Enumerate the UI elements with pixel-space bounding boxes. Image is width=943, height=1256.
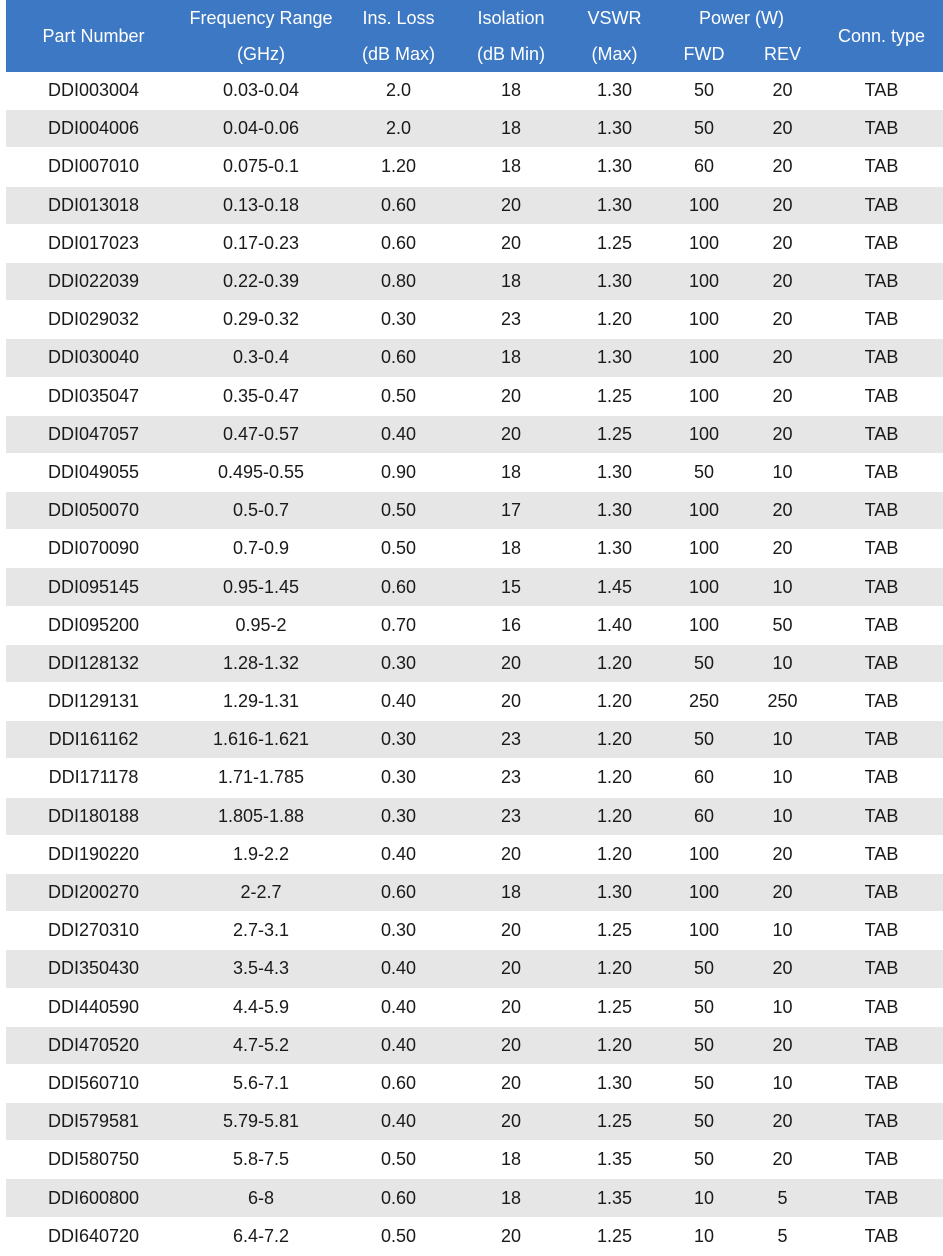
vswr-cell: 1.20 — [566, 683, 663, 721]
ins-loss-cell: 0.80 — [341, 262, 456, 300]
ins-loss-cell: 0.30 — [341, 644, 456, 682]
isolation-cell: 20 — [456, 644, 566, 682]
part-number-cell: DDI017023 — [6, 224, 181, 262]
header-frequency-unit: (GHz) — [181, 36, 341, 72]
frequency-range-cell: 0.13-0.18 — [181, 186, 341, 224]
vswr-cell: 1.25 — [566, 415, 663, 453]
ins-loss-cell: 0.30 — [341, 721, 456, 759]
table-header — [6, 0, 943, 72]
power-fwd-cell: 100 — [663, 912, 745, 950]
power-rev-cell: 250 — [745, 683, 820, 721]
conn-type-cell: TAB — [820, 1141, 943, 1179]
isolation-cell: 20 — [456, 377, 566, 415]
power-fwd-cell: 50 — [663, 453, 745, 491]
conn-type-cell: TAB — [820, 148, 943, 186]
part-number-cell: DDI580750 — [6, 1141, 181, 1179]
table-row — [6, 644, 943, 682]
part-number-cell: DDI440590 — [6, 988, 181, 1026]
ins-loss-cell: 0.60 — [341, 224, 456, 262]
power-rev-cell: 20 — [745, 186, 820, 224]
power-rev-cell: 20 — [745, 950, 820, 988]
isolation-cell: 18 — [456, 339, 566, 377]
power-fwd-cell: 100 — [663, 873, 745, 911]
frequency-range-cell: 0.95-1.45 — [181, 568, 341, 606]
isolation-cell: 20 — [456, 415, 566, 453]
table-row — [6, 912, 943, 950]
header-power-fwd: FWD — [663, 36, 745, 72]
power-rev-cell: 20 — [745, 1141, 820, 1179]
power-fwd-cell: 50 — [663, 721, 745, 759]
power-fwd-cell: 100 — [663, 224, 745, 262]
frequency-range-cell: 0.95-2 — [181, 606, 341, 644]
frequency-range-cell: 0.03-0.04 — [181, 72, 341, 110]
isolation-cell: 17 — [456, 492, 566, 530]
ins-loss-cell: 0.40 — [341, 835, 456, 873]
vswr-cell: 1.25 — [566, 377, 663, 415]
power-rev-cell: 20 — [745, 224, 820, 262]
table-row — [6, 262, 943, 300]
power-fwd-cell: 10 — [663, 1217, 745, 1255]
header-power-rev: REV — [745, 36, 820, 72]
power-fwd-cell: 50 — [663, 988, 745, 1026]
power-rev-cell: 10 — [745, 1064, 820, 1102]
ins-loss-cell: 0.30 — [341, 797, 456, 835]
conn-type-cell: TAB — [820, 988, 943, 1026]
vswr-cell: 1.30 — [566, 148, 663, 186]
table-row — [6, 72, 943, 110]
conn-type-cell: TAB — [820, 72, 943, 110]
ins-loss-cell: 0.60 — [341, 568, 456, 606]
isolation-cell: 18 — [456, 530, 566, 568]
power-rev-cell: 20 — [745, 835, 820, 873]
part-number-cell: DDI161162 — [6, 721, 181, 759]
conn-type-cell: TAB — [820, 301, 943, 339]
table-row — [6, 797, 943, 835]
isolation-cell: 18 — [456, 148, 566, 186]
part-number-cell: DDI070090 — [6, 530, 181, 568]
ins-loss-cell: 0.60 — [341, 1064, 456, 1102]
power-rev-cell: 20 — [745, 110, 820, 148]
part-number-cell: DDI029032 — [6, 301, 181, 339]
conn-type-cell: TAB — [820, 873, 943, 911]
vswr-cell: 1.25 — [566, 988, 663, 1026]
part-number-cell: DDI003004 — [6, 72, 181, 110]
power-fwd-cell: 100 — [663, 568, 745, 606]
table-row — [6, 186, 943, 224]
isolation-cell: 18 — [456, 262, 566, 300]
part-number-cell: DDI171178 — [6, 759, 181, 797]
power-fwd-cell: 10 — [663, 1179, 745, 1217]
part-number-cell: DDI035047 — [6, 377, 181, 415]
table-row — [6, 683, 943, 721]
table-row — [6, 339, 943, 377]
isolation-cell: 15 — [456, 568, 566, 606]
table-row — [6, 301, 943, 339]
conn-type-cell: TAB — [820, 262, 943, 300]
part-number-cell: DDI560710 — [6, 1064, 181, 1102]
frequency-range-cell: 2-2.7 — [181, 873, 341, 911]
power-fwd-cell: 100 — [663, 262, 745, 300]
ins-loss-cell: 0.40 — [341, 1026, 456, 1064]
part-number-cell: DDI600800 — [6, 1179, 181, 1217]
vswr-cell: 1.20 — [566, 721, 663, 759]
frequency-range-cell: 1.71-1.785 — [181, 759, 341, 797]
part-number-cell: DDI095200 — [6, 606, 181, 644]
power-fwd-cell: 50 — [663, 1064, 745, 1102]
conn-type-cell: TAB — [820, 797, 943, 835]
isolation-cell: 20 — [456, 224, 566, 262]
table-row — [6, 988, 943, 1026]
power-fwd-cell: 50 — [663, 110, 745, 148]
isolation-cell: 20 — [456, 912, 566, 950]
power-fwd-cell: 50 — [663, 1103, 745, 1141]
table-row — [6, 606, 943, 644]
frequency-range-cell: 0.29-0.32 — [181, 301, 341, 339]
power-fwd-cell: 50 — [663, 72, 745, 110]
power-fwd-cell: 50 — [663, 950, 745, 988]
header-vswr-unit: (Max) — [566, 36, 663, 72]
conn-type-cell: TAB — [820, 1179, 943, 1217]
vswr-cell: 1.30 — [566, 1064, 663, 1102]
isolation-cell: 18 — [456, 110, 566, 148]
vswr-cell: 1.25 — [566, 912, 663, 950]
isolation-cell: 23 — [456, 797, 566, 835]
table-row — [6, 224, 943, 262]
frequency-range-cell: 5.8-7.5 — [181, 1141, 341, 1179]
vswr-cell: 1.25 — [566, 224, 663, 262]
conn-type-cell: TAB — [820, 644, 943, 682]
conn-type-cell: TAB — [820, 530, 943, 568]
power-rev-cell: 20 — [745, 1103, 820, 1141]
ins-loss-cell: 0.50 — [341, 492, 456, 530]
conn-type-cell: TAB — [820, 110, 943, 148]
part-number-cell: DDI022039 — [6, 262, 181, 300]
ins-loss-cell: 0.50 — [341, 530, 456, 568]
table-row — [6, 568, 943, 606]
table-row — [6, 721, 943, 759]
part-number-cell: DDI190220 — [6, 835, 181, 873]
frequency-range-cell: 3.5-4.3 — [181, 950, 341, 988]
vswr-cell: 1.30 — [566, 186, 663, 224]
isolation-cell: 20 — [456, 1064, 566, 1102]
isolation-cell: 20 — [456, 186, 566, 224]
power-fwd-cell: 60 — [663, 148, 745, 186]
isolation-cell: 16 — [456, 606, 566, 644]
table-row — [6, 835, 943, 873]
table-row — [6, 492, 943, 530]
frequency-range-cell: 4.7-5.2 — [181, 1026, 341, 1064]
vswr-cell: 1.35 — [566, 1141, 663, 1179]
power-rev-cell: 20 — [745, 873, 820, 911]
header-power: Power (W) — [663, 0, 820, 36]
vswr-cell: 1.20 — [566, 1026, 663, 1064]
frequency-range-cell: 0.22-0.39 — [181, 262, 341, 300]
conn-type-cell: TAB — [820, 721, 943, 759]
power-rev-cell: 5 — [745, 1179, 820, 1217]
conn-type-cell: TAB — [820, 186, 943, 224]
isolation-cell: 20 — [456, 1103, 566, 1141]
vswr-cell: 1.30 — [566, 262, 663, 300]
isolation-cell: 20 — [456, 683, 566, 721]
header-conn-type: Conn. type — [820, 0, 943, 72]
frequency-range-cell: 0.17-0.23 — [181, 224, 341, 262]
header-vswr: VSWR — [566, 0, 663, 36]
isolation-cell: 18 — [456, 873, 566, 911]
ins-loss-cell: 0.90 — [341, 453, 456, 491]
part-number-cell: DDI128132 — [6, 644, 181, 682]
frequency-range-cell: 0.35-0.47 — [181, 377, 341, 415]
power-rev-cell: 10 — [745, 568, 820, 606]
power-fwd-cell: 100 — [663, 301, 745, 339]
header-isolation: Isolation — [456, 0, 566, 36]
part-number-cell: DDI270310 — [6, 912, 181, 950]
vswr-cell: 1.30 — [566, 339, 663, 377]
vswr-cell: 1.20 — [566, 950, 663, 988]
power-rev-cell: 20 — [745, 72, 820, 110]
ins-loss-cell: 0.30 — [341, 301, 456, 339]
conn-type-cell: TAB — [820, 606, 943, 644]
vswr-cell: 1.25 — [566, 1217, 663, 1255]
frequency-range-cell: 0.47-0.57 — [181, 415, 341, 453]
power-rev-cell: 20 — [745, 492, 820, 530]
isolation-cell: 18 — [456, 1179, 566, 1217]
table-row — [6, 1179, 943, 1217]
power-fwd-cell: 100 — [663, 186, 745, 224]
power-rev-cell: 20 — [745, 301, 820, 339]
frequency-range-cell: 5.6-7.1 — [181, 1064, 341, 1102]
part-number-cell: DDI030040 — [6, 339, 181, 377]
frequency-range-cell: 1.28-1.32 — [181, 644, 341, 682]
table-row — [6, 950, 943, 988]
power-fwd-cell: 100 — [663, 530, 745, 568]
ins-loss-cell: 0.30 — [341, 912, 456, 950]
ins-loss-cell: 0.40 — [341, 415, 456, 453]
frequency-range-cell: 0.3-0.4 — [181, 339, 341, 377]
ins-loss-cell: 1.20 — [341, 148, 456, 186]
frequency-range-cell: 1.9-2.2 — [181, 835, 341, 873]
power-rev-cell: 10 — [745, 797, 820, 835]
conn-type-cell: TAB — [820, 224, 943, 262]
power-rev-cell: 10 — [745, 453, 820, 491]
power-rev-cell: 5 — [745, 1217, 820, 1255]
frequency-range-cell: 1.805-1.88 — [181, 797, 341, 835]
isolation-cell: 20 — [456, 835, 566, 873]
part-number-cell: DDI007010 — [6, 148, 181, 186]
isolation-cell: 20 — [456, 1026, 566, 1064]
frequency-range-cell: 6.4-7.2 — [181, 1217, 341, 1255]
power-fwd-cell: 250 — [663, 683, 745, 721]
conn-type-cell: TAB — [820, 1064, 943, 1102]
frequency-range-cell: 6-8 — [181, 1179, 341, 1217]
part-number-cell: DDI050070 — [6, 492, 181, 530]
isolation-cell: 18 — [456, 1141, 566, 1179]
part-number-cell: DDI047057 — [6, 415, 181, 453]
power-fwd-cell: 60 — [663, 797, 745, 835]
ins-loss-cell: 0.50 — [341, 377, 456, 415]
conn-type-cell: TAB — [820, 568, 943, 606]
power-rev-cell: 20 — [745, 262, 820, 300]
vswr-cell: 1.20 — [566, 301, 663, 339]
ins-loss-cell: 2.0 — [341, 110, 456, 148]
vswr-cell: 1.20 — [566, 644, 663, 682]
vswr-cell: 1.30 — [566, 873, 663, 911]
part-number-cell: DDI049055 — [6, 453, 181, 491]
header-part-number: Part Number — [6, 0, 181, 72]
conn-type-cell: TAB — [820, 950, 943, 988]
spec-table — [6, 0, 943, 1256]
part-number-cell: DDI200270 — [6, 873, 181, 911]
part-number-cell: DDI470520 — [6, 1026, 181, 1064]
conn-type-cell: TAB — [820, 415, 943, 453]
frequency-range-cell: 0.5-0.7 — [181, 492, 341, 530]
header-isolation-unit: (dB Min) — [456, 36, 566, 72]
vswr-cell: 1.30 — [566, 110, 663, 148]
frequency-range-cell: 1.29-1.31 — [181, 683, 341, 721]
isolation-cell: 18 — [456, 72, 566, 110]
isolation-cell: 23 — [456, 301, 566, 339]
isolation-cell: 18 — [456, 453, 566, 491]
conn-type-cell: TAB — [820, 1026, 943, 1064]
ins-loss-cell: 0.60 — [341, 186, 456, 224]
power-rev-cell: 20 — [745, 339, 820, 377]
part-number-cell: DDI004006 — [6, 110, 181, 148]
frequency-range-cell: 4.4-5.9 — [181, 988, 341, 1026]
vswr-cell: 1.35 — [566, 1179, 663, 1217]
vswr-cell: 1.30 — [566, 453, 663, 491]
power-fwd-cell: 100 — [663, 606, 745, 644]
power-fwd-cell: 100 — [663, 415, 745, 453]
table-row — [6, 873, 943, 911]
conn-type-cell: TAB — [820, 453, 943, 491]
isolation-cell: 20 — [456, 1217, 566, 1255]
vswr-cell: 1.25 — [566, 1103, 663, 1141]
ins-loss-cell: 0.40 — [341, 1103, 456, 1141]
conn-type-cell: TAB — [820, 912, 943, 950]
part-number-cell: DDI180188 — [6, 797, 181, 835]
table-row — [6, 1026, 943, 1064]
table-row — [6, 377, 943, 415]
vswr-cell: 1.30 — [566, 530, 663, 568]
frequency-range-cell: 2.7-3.1 — [181, 912, 341, 950]
power-rev-cell: 20 — [745, 377, 820, 415]
power-rev-cell: 10 — [745, 759, 820, 797]
part-number-cell: DDI350430 — [6, 950, 181, 988]
table-row — [6, 1103, 943, 1141]
vswr-cell: 1.45 — [566, 568, 663, 606]
power-fwd-cell: 100 — [663, 339, 745, 377]
vswr-cell: 1.20 — [566, 797, 663, 835]
power-fwd-cell: 100 — [663, 835, 745, 873]
conn-type-cell: TAB — [820, 492, 943, 530]
ins-loss-cell: 0.50 — [341, 1141, 456, 1179]
frequency-range-cell: 5.79-5.81 — [181, 1103, 341, 1141]
conn-type-cell: TAB — [820, 339, 943, 377]
vswr-cell: 1.20 — [566, 759, 663, 797]
ins-loss-cell: 0.60 — [341, 1179, 456, 1217]
ins-loss-cell: 0.70 — [341, 606, 456, 644]
isolation-cell: 23 — [456, 721, 566, 759]
header-ins-loss-unit: (dB Max) — [341, 36, 456, 72]
power-rev-cell: 10 — [745, 912, 820, 950]
table-row — [6, 530, 943, 568]
header-ins-loss: Ins. Loss — [341, 0, 456, 36]
frequency-range-cell: 0.7-0.9 — [181, 530, 341, 568]
conn-type-cell: TAB — [820, 1103, 943, 1141]
frequency-range-cell: 1.616-1.621 — [181, 721, 341, 759]
conn-type-cell: TAB — [820, 377, 943, 415]
conn-type-cell: TAB — [820, 683, 943, 721]
power-rev-cell: 20 — [745, 1026, 820, 1064]
table-body — [6, 72, 943, 1255]
power-fwd-cell: 50 — [663, 1026, 745, 1064]
ins-loss-cell: 0.60 — [341, 339, 456, 377]
power-rev-cell: 10 — [745, 644, 820, 682]
power-fwd-cell: 100 — [663, 492, 745, 530]
vswr-cell: 1.30 — [566, 72, 663, 110]
vswr-cell: 1.30 — [566, 492, 663, 530]
frequency-range-cell: 0.075-0.1 — [181, 148, 341, 186]
power-rev-cell: 20 — [745, 415, 820, 453]
power-rev-cell: 50 — [745, 606, 820, 644]
ins-loss-cell: 0.30 — [341, 759, 456, 797]
table-row — [6, 1217, 943, 1255]
vswr-cell: 1.40 — [566, 606, 663, 644]
table-row — [6, 1141, 943, 1179]
ins-loss-cell: 0.40 — [341, 683, 456, 721]
power-fwd-cell: 100 — [663, 377, 745, 415]
isolation-cell: 23 — [456, 759, 566, 797]
isolation-cell: 20 — [456, 988, 566, 1026]
header-row-1 — [6, 0, 943, 36]
header-frequency-range: Frequency Range — [181, 0, 341, 36]
power-rev-cell: 20 — [745, 530, 820, 568]
conn-type-cell: TAB — [820, 1217, 943, 1255]
power-rev-cell: 10 — [745, 721, 820, 759]
part-number-cell: DDI095145 — [6, 568, 181, 606]
table-row — [6, 453, 943, 491]
conn-type-cell: TAB — [820, 759, 943, 797]
power-fwd-cell: 60 — [663, 759, 745, 797]
vswr-cell: 1.20 — [566, 835, 663, 873]
ins-loss-cell: 0.40 — [341, 950, 456, 988]
part-number-cell: DDI129131 — [6, 683, 181, 721]
table-row — [6, 148, 943, 186]
table-row — [6, 759, 943, 797]
table-row — [6, 110, 943, 148]
power-rev-cell: 20 — [745, 148, 820, 186]
ins-loss-cell: 0.60 — [341, 873, 456, 911]
ins-loss-cell: 0.50 — [341, 1217, 456, 1255]
power-fwd-cell: 50 — [663, 644, 745, 682]
table-row — [6, 1064, 943, 1102]
conn-type-cell: TAB — [820, 835, 943, 873]
power-fwd-cell: 50 — [663, 1141, 745, 1179]
frequency-range-cell: 0.495-0.55 — [181, 453, 341, 491]
part-number-cell: DDI640720 — [6, 1217, 181, 1255]
spec-table-container — [6, 0, 943, 1256]
part-number-cell: DDI013018 — [6, 186, 181, 224]
frequency-range-cell: 0.04-0.06 — [181, 110, 341, 148]
power-rev-cell: 10 — [745, 988, 820, 1026]
ins-loss-cell: 2.0 — [341, 72, 456, 110]
isolation-cell: 20 — [456, 950, 566, 988]
ins-loss-cell: 0.40 — [341, 988, 456, 1026]
table-row — [6, 415, 943, 453]
part-number-cell: DDI579581 — [6, 1103, 181, 1141]
